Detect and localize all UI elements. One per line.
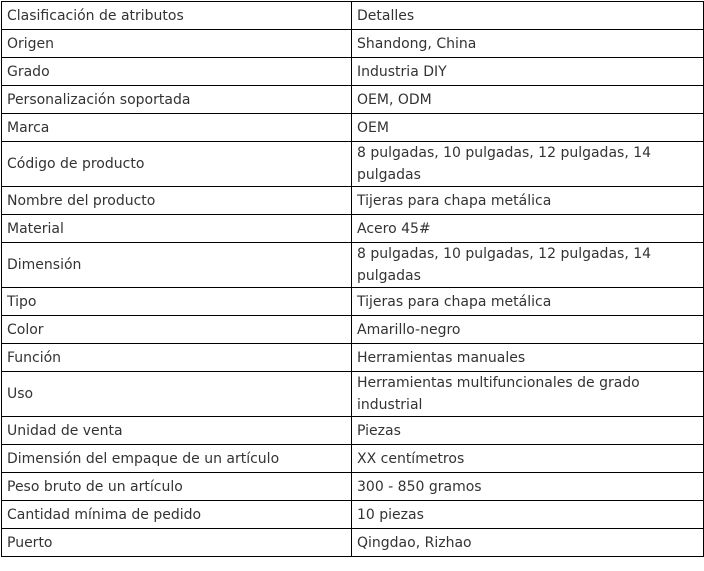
table-row [2,529,704,557]
attribute-value: 300 - 850 gramos [352,473,704,501]
header-value-cell: Detalles [352,2,704,30]
attribute-name: Tipo [2,288,352,316]
attribute-name: Nombre del producto [2,187,352,215]
attribute-value: XX centímetros [352,445,704,473]
attribute-value: Amarillo-negro [352,316,704,344]
attribute-name: Material [2,215,352,243]
attribute-name: Peso bruto de un artículo [2,473,352,501]
attribute-value: 8 pulgadas, 10 pulgadas, 12 pulgadas, 14 pulgadas [352,243,704,288]
attribute-value: OEM [352,114,704,142]
attribute-value: Tijeras para chapa metálica [352,288,704,316]
attribute-name: Color [2,316,352,344]
attribute-value: Qingdao, Rizhao [352,529,704,557]
table-row [2,316,704,344]
attribute-value: Tijeras para chapa metálica [352,187,704,215]
attribute-name: Origen [2,30,352,58]
attribute-name: Marca [2,114,352,142]
table-row [2,372,704,417]
attribute-name: Grado [2,58,352,86]
attribute-value: Herramientas multifuncionales de grado industrial [352,372,704,417]
table-row [2,417,704,445]
attribute-name: Dimensión del empaque de un artículo [2,445,352,473]
table-row [2,86,704,114]
table-row [2,114,704,142]
table-row [2,58,704,86]
attribute-name: Unidad de venta [2,417,352,445]
attribute-name: Cantidad mínima de pedido [2,501,352,529]
table-row [2,344,704,372]
attribute-value: Piezas [352,417,704,445]
attribute-name: Función [2,344,352,372]
table-row [2,288,704,316]
attribute-value: 8 pulgadas, 10 pulgadas, 12 pulgadas, 14 pulgadas [352,142,704,187]
attribute-value: Industria DIY [352,58,704,86]
attribute-name: Código de producto [2,142,352,187]
table-header-row [2,2,704,30]
attribute-name: Dimensión [2,243,352,288]
header-key-cell: Clasificación de atributos [2,2,352,30]
table-row [2,501,704,529]
attribute-value: OEM, ODM [352,86,704,114]
attribute-value: 10 piezas [352,501,704,529]
table-row [2,30,704,58]
table-row [2,243,704,288]
table-row [2,187,704,215]
table-row [2,142,704,187]
attribute-name: Uso [2,372,352,417]
table-row [2,445,704,473]
attribute-name: Personalización soportada [2,86,352,114]
attribute-value: Shandong, China [352,30,704,58]
table-row [2,215,704,243]
attribute-name: Puerto [2,529,352,557]
table-row [2,473,704,501]
attributes-table [1,1,704,557]
attribute-value: Acero 45# [352,215,704,243]
attribute-value: Herramientas manuales [352,344,704,372]
